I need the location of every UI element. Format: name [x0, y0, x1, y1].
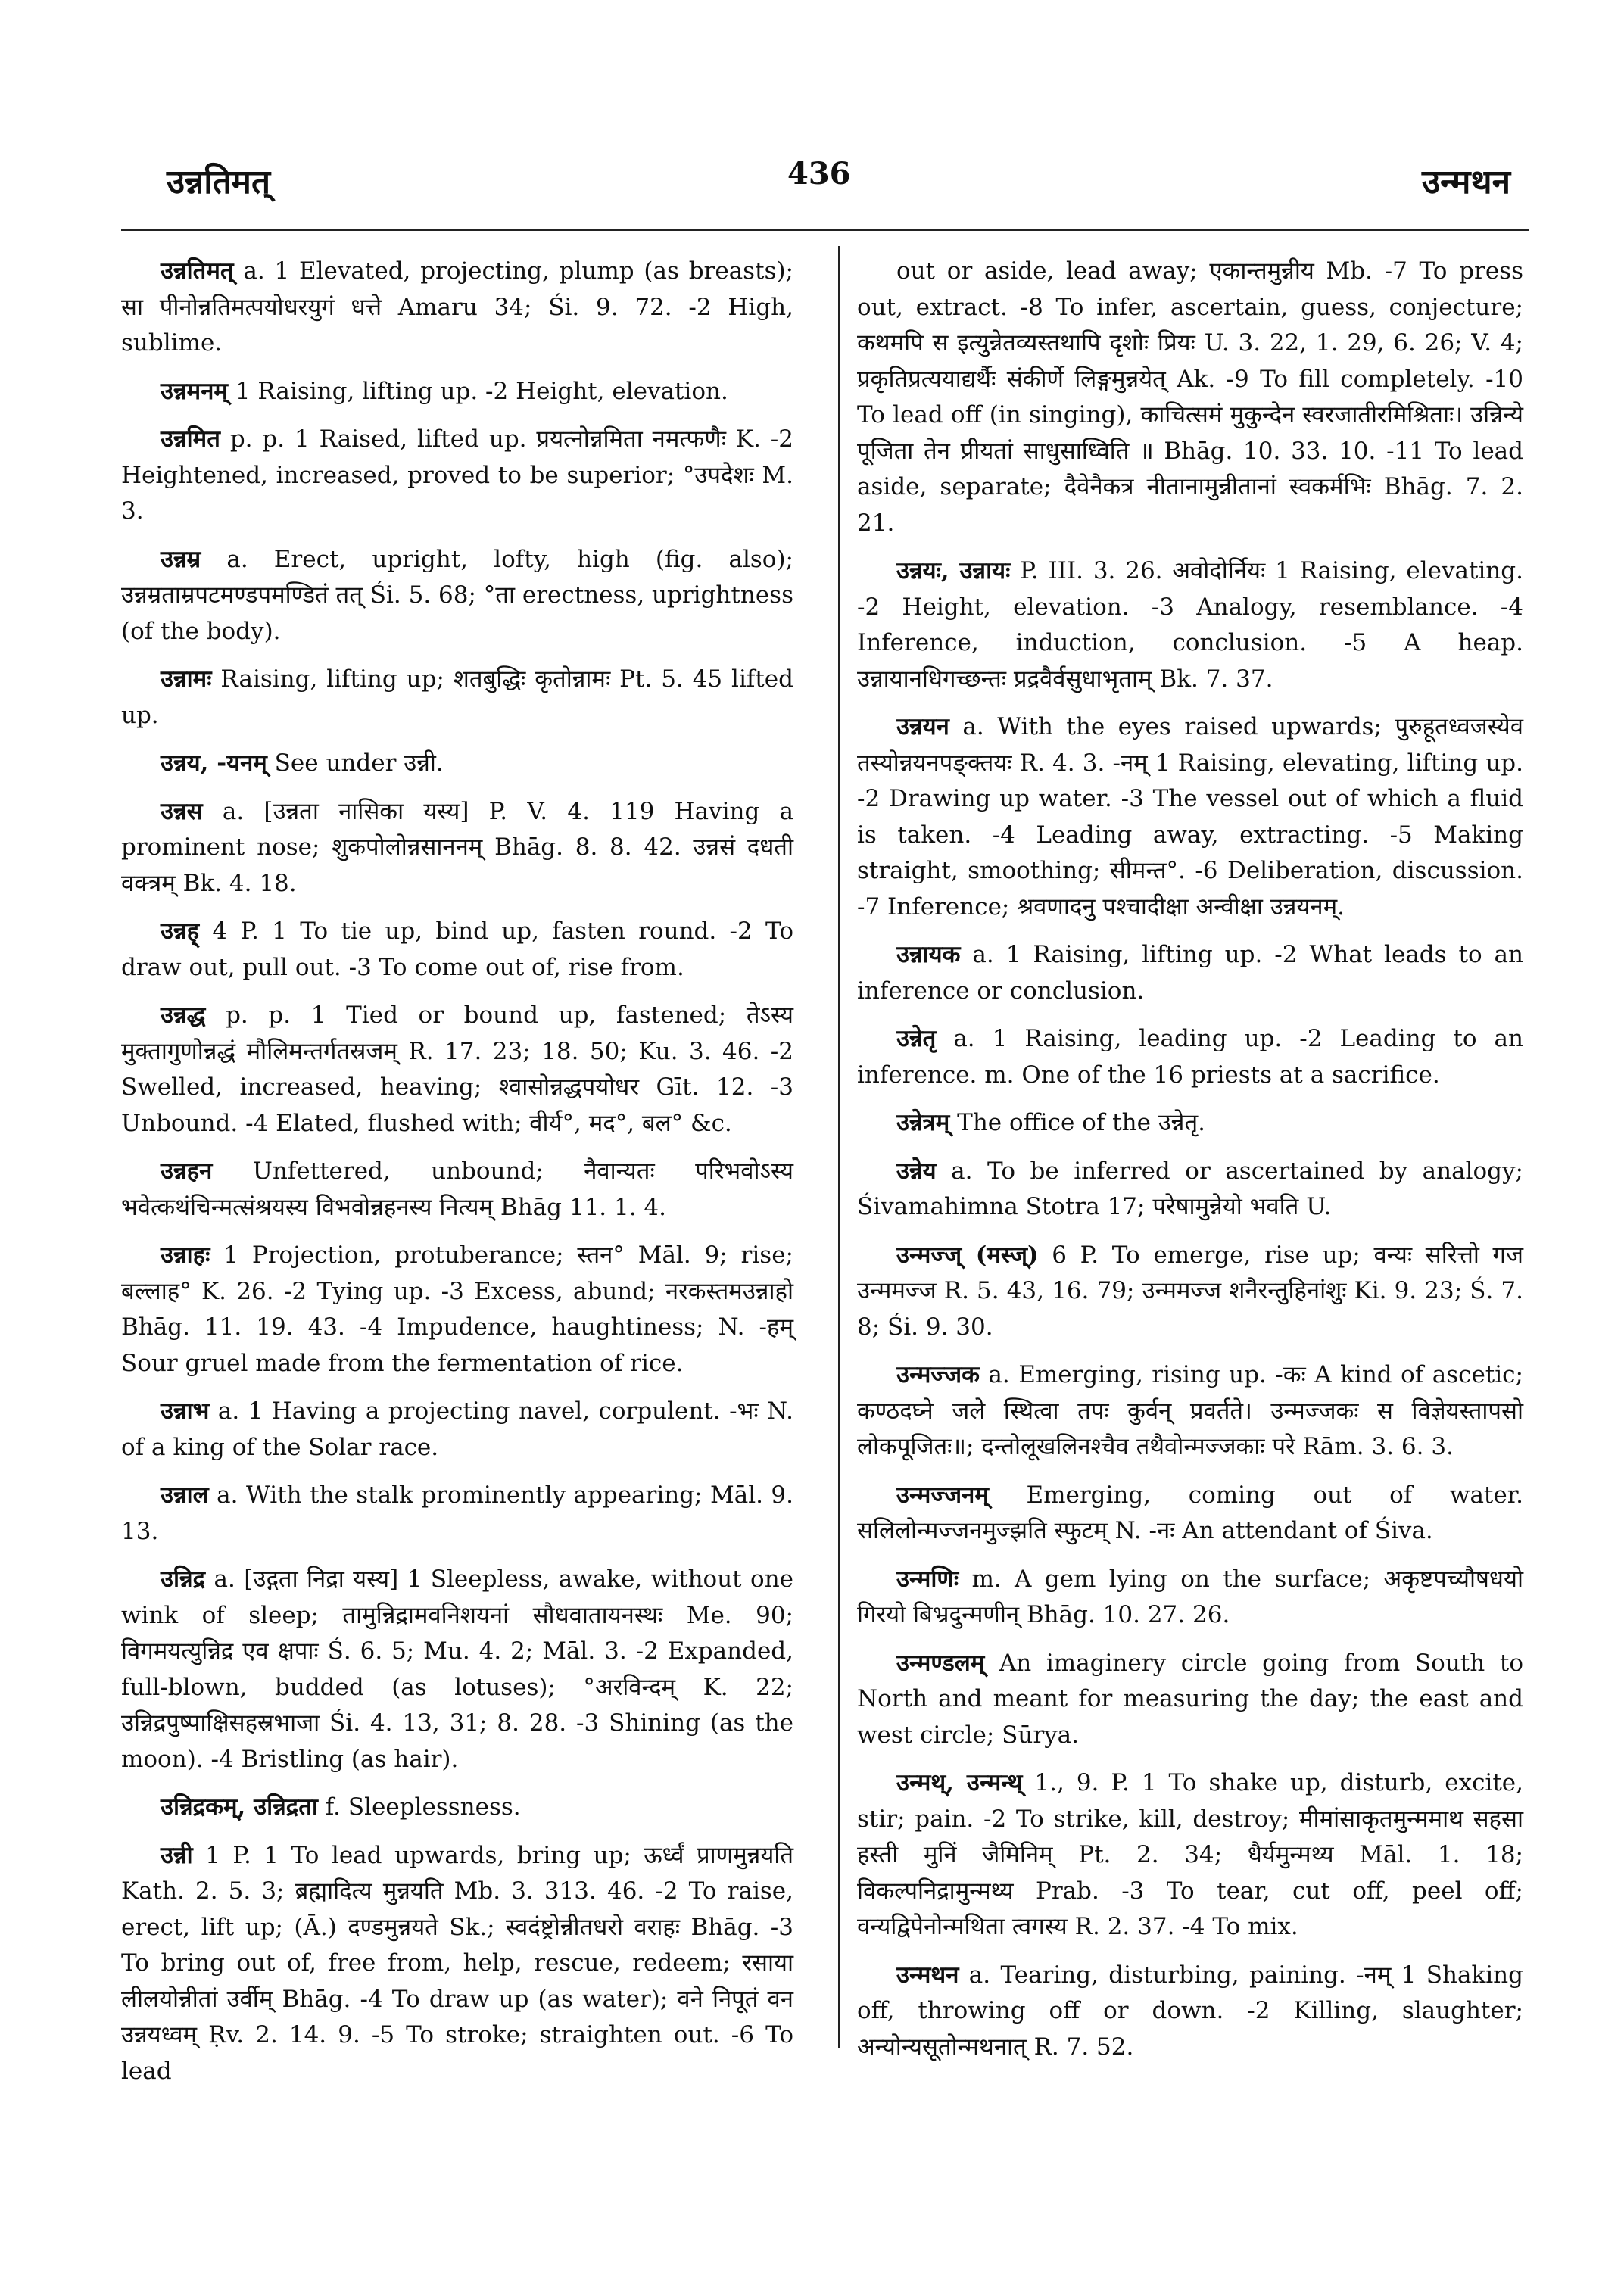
entry-definition: 4 P. 1 To tie up, bind up, fasten round. -2 To draw out, pull out. -3 To come out of, rise from. — [121, 918, 793, 981]
entry-definition: Emerging, coming out of water. सलिलोन्मज्जनमुज्झति स्फुटम् N. -नः An attendant of Śiva. — [857, 1481, 1523, 1544]
dictionary-entry — [857, 1021, 1523, 1093]
entry-headword: उन्मज्जक — [896, 1361, 980, 1388]
entry-definition: a. 1 Raising, leading up. -2 Leading to an inference. m. One of the 16 priests at a sacrifice. — [857, 1025, 1523, 1089]
entry-definition: p. p. 1 Tied or bound up, fastened; तेऽस्य मुक्तागुणोन्नद्धं मौलिमन्तर्गतस्रजम् R. 17. 23; 18. 50; Ku. 3. 46. -2 Swelled, increased, heaving; श्वासोन्नद्धपयोधर Gīt. 12. -3 Unbound. -4 Elated, flushed with; वीर्य°, मद°, बल° &c. — [121, 1002, 793, 1137]
entry-headword: उन्नह् — [161, 918, 200, 945]
dictionary-entry — [857, 937, 1523, 1009]
entry-definition: 1 Raising, lifting up. -2 Height, elevation. — [227, 377, 728, 405]
dictionary-entry — [857, 254, 1523, 541]
entry-headword: उन्मणिः — [896, 1565, 959, 1593]
dictionary-entry — [121, 998, 793, 1142]
entry-definition: 1., 9. P. 1 To shake up, disturb, excite, stir; pain. -2 To strike, kill, destroy; मीमांसाकृतमुन्ममाथ सहसा हस्ती मुनिं जैमिनिम् Pt. 2. 34; धैर्यमुन्मथ्य Māl. 1. 18; विकल्पनिद्रामुन्मथ्य Prab. -3 To tear, cut off, peel off; वन्यद्विपेनोन्मथिता त्वगस्य R. 2. 37. -4 To mix. — [857, 1769, 1524, 1940]
entry-definition: a. [उद्गता निद्रा यस्य] 1 Sleepless, awake, without one wink of sleep; तामुन्निद्रामवनिशयनां सौधवातायनस्थः Me. 90; विगमयत्युन्निद्र एव क्षपाः Ś. 6. 5; Mu. 4. 2; Māl. 3. -2 Expanded, full-blown, budded (as lotuses); °अरविन्दम् K. 22; उन्निद्रपुष्पाक्षिसहस्रभाजा Śi. 4. 13, 31; 8. 28. -3 Shining (as the moon). -4 Bristling (as hair). — [121, 1566, 793, 1773]
entry-definition: out or aside, lead away; एकान्तमुन्नीय Mb. -7 To press out, extract. -8 To infer, ascertain, guess, conjecture; कथमपि स इत्युन्नेतव्यस्तथापि दृशोः प्रियः U. 3. 22, 1. 29, 6. 26; V. 4; प्रकृतिप्रत्ययाद्यर्थैः संकीर्णे लिङ्गमुन्नयेत् Ak. -9 To fill completely. -10 To lead off (in singing), काचित्समं मुकुन्देन स्वरजातीरमिश्रिताः। उन्निन्ये पूजिता तेन प्रीयतां साधुसाध्विति ॥ Bhāg. 10. 33. 10. -11 To lead aside, separate; दैवेनैकत्र नीतानामुन्नीतानां स्वकर्मभिः Bhāg. 7. 2. 21. — [857, 257, 1523, 537]
entry-definition: p. p. 1 Raised, lifted up. प्रयत्नोन्नमिता नमत्फणैः K. -2 Heightened, increased, proved to be superior; °उपदेशः M. 3. — [121, 425, 793, 525]
running-head-left: उन्नतिमत् — [167, 163, 271, 201]
dictionary-entry — [857, 1357, 1523, 1466]
entry-headword: उन्नमित — [161, 425, 220, 453]
entry-headword: उन्नय, -यनम् — [161, 749, 267, 777]
entry-definition: a. Emerging, rising up. -कः A kind of ascetic; कण्ठदघ्ने जले स्थित्वा तपः कुर्वन् प्रवर्तते। उन्मज्जकः स विज्ञेयस्तापसो लोकपूजितः॥; दन्तोलूखलिनश्चैव तथैवोन्मज्जकाः परे Rām. 3. 6. 3. — [857, 1361, 1523, 1460]
dictionary-entry — [121, 1562, 793, 1777]
entry-headword: उन्नमनम् — [161, 377, 228, 405]
entry-definition: 1 P. 1 To lead upwards, bring up; ऊर्ध्वं प्राणमुन्नयति Kath. 2. 5. 3; ब्रह्मादित्य मुन्नयति Mb. 3. 313. 46. -2 To raise, erect, lift up; (Ā.) दण्डमुन्नयते Sk.; स्वदंष्ट्रोन्नीतधरो वराहः Bhāg. -3 To bring out of, free from, help, rescue, redeem; रसाया लीलयोन्नीतां उर्वीम् Bhāg. -4 To draw up (as water); वने निपूतं वन उन्नयध्वम् Ṛv. 2. 14. 9. -5 To stroke; straighten out. -6 To lead — [121, 1841, 793, 2085]
entry-definition: a. With the eyes raised upwards; पुरुहूतध्वजस्येव तस्योन्नयनपङ्क्तयः R. 4. 3. -नम् 1 Raising, elevating, lifting up. -2 Drawing up water. -3 The vessel out of which a fluid is taken. -4 Leading away, extracting. -5 Making straight, smoothing; सीमन्त°. -6 Deliberation, discussion. -7 Inference; श्रवणादनु पश्चादीक्षा अन्वीक्षा उन्नयनम्. — [857, 713, 1523, 921]
entry-definition: a. 1 Raising, lifting up. -2 What leads to an inference or conclusion. — [857, 941, 1523, 1005]
dictionary-entry — [121, 542, 793, 650]
entry-definition: a. With the stalk prominently appearing; Māl. 9. 13. — [121, 1481, 793, 1545]
dictionary-entry — [857, 709, 1523, 925]
entry-headword: उन्मज्जनम् — [896, 1481, 989, 1509]
entry-definition: a. [उन्नता नासिका यस्य] P. V. 4. 119 Having a prominent nose; शुकपोलोन्नसाननम् Bhāg. 8. 8. 42. उन्नसं दधती वक्त्रम् Bk. 4. 18. — [121, 797, 793, 897]
entry-headword: उन्मथ्, उन्मन्थ् — [896, 1769, 1023, 1796]
entry-headword: उन्नाभ — [161, 1397, 210, 1425]
entry-headword: उन्नेय — [896, 1157, 937, 1185]
left-column — [121, 254, 793, 2101]
entry-headword: उन्नतिमत् — [161, 257, 234, 285]
column-divider — [838, 246, 840, 2048]
dictionary-entry — [857, 553, 1523, 697]
dictionary-entry — [121, 746, 793, 782]
dictionary-entry — [121, 1154, 793, 1226]
entry-headword: उन्नयन — [896, 713, 949, 740]
dictionary-entry — [857, 1238, 1523, 1346]
entry-definition: An imaginery circle going from South to North and meant for measuring the day; the east and west circle; Sūrya. — [857, 1649, 1523, 1749]
entry-definition: 1 Projection, protuberance; स्तन° Māl. 9; rise; बल्लाह° K. 26. -2 Tying up. -3 Excess, abund; नरकस्तमउन्नाहो Bhāg. 11. 19. 43. -4 Impudence, haughtiness; N. -हम् Sour gruel made from the fermentation of rice. — [121, 1242, 793, 1377]
dictionary-entry — [121, 1394, 793, 1466]
entry-headword: उन्मज्ज् (मस्ज्) — [896, 1241, 1039, 1269]
dictionary-entry — [857, 1154, 1523, 1226]
dictionary-entry — [121, 254, 793, 362]
entry-headword: उन्नम्र — [161, 545, 201, 573]
entry-definition: a. 1 Elevated, projecting, plump (as breasts); सा पीनोन्नतिमत्पयोधरयुगं धत्ते Amaru 34; Śi. 9. 72. -2 High, sublime. — [121, 257, 793, 357]
page-number: 436 — [787, 156, 851, 192]
dictionary-entry — [121, 914, 793, 986]
dictionary-entry — [857, 1105, 1523, 1142]
entry-definition: m. A gem lying on the surface; अकृष्टपच्यौषधयो गिरयो बिभ्रदुन्मणीन् Bhāg. 10. 27. 26. — [857, 1565, 1523, 1628]
entry-definition: a. Erect, upright, lofty, high (fig. also); उन्नम्रताम्रपटमण्डपमण्डितं तत् Śi. 5. 68; °ता erectness, uprightness (of the body). — [121, 545, 793, 645]
entry-headword: उन्नहन — [161, 1157, 213, 1185]
entry-definition: See under उन्नी. — [267, 749, 444, 777]
dictionary-entry — [121, 794, 793, 902]
entry-headword: उन्नस — [161, 797, 203, 825]
entry-headword: उन्नाहः — [161, 1242, 210, 1269]
entry-headword: उन्नायक — [896, 941, 961, 968]
dictionary-entry — [857, 1562, 1523, 1634]
entry-headword: उन्नाल — [161, 1481, 209, 1509]
entry-definition: f. Sleeplessness. — [317, 1793, 521, 1821]
dictionary-entry — [121, 1790, 793, 1826]
entry-definition: a. Tearing, disturbing, paining. -नम् 1 Shaking off, throwing off or down. -2 Killing, slaughter; अन्योन्यसूतोन्मथनात् R. 7. 52. — [857, 1961, 1523, 2061]
entry-headword: उन्नामः — [161, 665, 212, 693]
dictionary-entry — [121, 1838, 793, 2090]
entry-headword: उन्निद्रकम्, उन्निद्रता — [161, 1793, 318, 1821]
right-column — [857, 254, 1523, 2077]
dictionary-entry — [121, 662, 793, 734]
entry-headword: उन्नेतृ — [896, 1025, 937, 1052]
dictionary-entry — [121, 1238, 793, 1382]
entry-definition: Raising, lifting up; शतबुद्धिः कृतोन्नामः Pt. 5. 45 lifted up. — [121, 665, 793, 729]
entry-headword: उन्नयः, उन्नायः — [896, 557, 1011, 584]
dictionary-entry — [121, 1478, 793, 1550]
entry-headword: उन्नी — [161, 1841, 193, 1869]
dictionary-entry — [857, 1765, 1523, 1946]
header-rule — [121, 229, 1529, 231]
entry-headword: उन्मण्डलम् — [896, 1649, 985, 1677]
entry-headword: उन्नद्ध — [161, 1002, 206, 1029]
entry-definition: a. To be inferred or ascertained by analogy; Śivamahimna Stotra 17; परेषामुन्नेयो भवति U. — [857, 1157, 1523, 1220]
dictionary-entry — [121, 422, 793, 530]
entry-headword: उन्नेत्रम् — [896, 1109, 950, 1136]
entry-definition: P. III. 3. 26. अवोदोर्नियः 1 Raising, elevating. -2 Height, elevation. -3 Analogy, resemblance. -4 Inference, induction, conclusion. -5 A heap. उन्नायानधिगच्छन्तः प्रद्रवैर्वसुधाभृताम् Bk. 7. 37. — [857, 557, 1523, 693]
entry-definition: 6 P. To emerge, rise up; वन्यः सरित्तो गज उन्ममज्ज R. 5. 43, 16. 79; उन्ममज्ज शनैरन्तुहिनांशुः Ki. 9. 23; Ś. 7. 8; Śi. 9. 30. — [857, 1241, 1523, 1341]
dictionary-entry — [121, 374, 793, 410]
entry-definition: a. 1 Having a projecting navel, corpulent. -भः N. of a king of the Solar race. — [121, 1397, 793, 1461]
entry-headword: उन्निद्र — [161, 1566, 206, 1593]
entry-definition: Unfettered, unbound; नैवान्यतः परिभवोऽस्य भवेत्कथंचिन्मत्संश्रयस्य विभवोन्नहनस्य नित्यम् Bhāg 11. 1. 4. — [121, 1157, 793, 1221]
dictionary-entry — [857, 1478, 1523, 1550]
page-header — [0, 0, 1624, 227]
running-head-right: उन्मथन — [1422, 163, 1510, 201]
entry-headword: उन्मथन — [896, 1961, 959, 1989]
dictionary-entry — [857, 1958, 1523, 2066]
entry-definition: The office of the उन्नेतृ. — [949, 1109, 1205, 1136]
dictionary-entry — [857, 1646, 1523, 1754]
